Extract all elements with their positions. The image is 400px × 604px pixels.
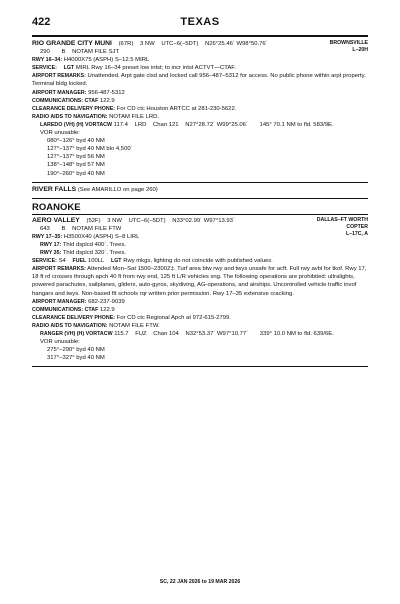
clearance-line: CLEARANCE DELIVERY PHONE: For CD ctc Regional Apch at 972-615-2799.	[32, 314, 231, 321]
airport-elev-line	[32, 48, 368, 56]
vor-unusable-item: 127°–137° byd 56 NM	[47, 154, 105, 161]
entry-divider	[32, 182, 368, 183]
airport-name: RIVER FALLS	[32, 185, 77, 193]
city-rule	[32, 214, 368, 215]
airport-entry-aero-valley	[32, 217, 368, 363]
airport-remarks: AIRPORT REMARKS: Unattended. Arpt gate clsd and locked call 956–487–5312 for access. No public phone within arpt property. Terminal bldg locked.	[32, 73, 366, 88]
airport-name: AERO VALLEY	[32, 216, 80, 224]
airport-coords: N33°02.99´ W97°13.93´	[172, 217, 235, 224]
airport-fuel: B	[61, 49, 66, 56]
radio-aids-line: RADIO AIDS TO NAVIGATION: NOTAM FILE LRD.	[32, 113, 160, 120]
city-heading: ROANOKE	[32, 201, 81, 213]
page-number: 422	[32, 16, 51, 28]
vor-unusable-label: VOR unusable:	[40, 339, 80, 346]
runway-line: RWY 16–34: H4000X75 (ASPH) S–12.5 MIRL	[32, 57, 150, 64]
service-line: SERVICE: LGT MIRL Rwy 16–34 preset low intst; to incr intst ACTVT—CTAF.	[32, 65, 236, 72]
service-line: SERVICE: S4 FUEL 100LL LGT Rwy mkgs, lighting do not coincide with published values.	[32, 258, 273, 265]
region-name: BROWNSVILLE	[329, 40, 368, 46]
copter-label: COPTER	[346, 223, 368, 230]
vor-line: RANGER (VH) (H) VORTACW 115.7 FUZ Chan 104 N32°53.37´ W97°10.77´ 339° 10.0 NM to fld. 639/6E.	[40, 331, 334, 337]
chart-id: L–17C, A	[345, 230, 368, 237]
runway-end-line: RWY 17: Thld dsplcd 400´. Trees.	[40, 241, 127, 248]
vor-unusable-item: 127°–137° byd 40 NM blo 4,500´	[47, 146, 133, 153]
airport-id: (67R)	[118, 41, 134, 47]
vor-unusable-item: 190°–260° byd 40 NM	[47, 170, 105, 177]
airport-utc: UTC–6(–5DT)	[161, 41, 199, 47]
airport-fuel: B	[61, 225, 66, 232]
communications-line: COMMUNICATIONS: CTAF 122.9	[32, 97, 115, 104]
chart-id: L–20H	[352, 47, 368, 53]
clearance-line: CLEARANCE DELIVERY PHONE: For CD ctc Houston ARTCC at 281-230-5622.	[32, 105, 237, 112]
airport-notam: NOTAM FILE FTW	[72, 225, 122, 232]
vor-unusable-item: 080°–126° byd 40 NM	[47, 138, 105, 145]
airport-manager-line: AIRPORT MANAGER: 956-487-5312	[32, 89, 125, 96]
page-footer: SC, 22 JAN 2026 to 19 MAR 2026	[159, 579, 241, 585]
region-name: DALLAS–FT WORTH	[316, 216, 368, 223]
airport-location: 3 NW	[107, 217, 122, 224]
airport-id: (52F)	[86, 217, 101, 224]
airport-utc: UTC–6(–5DT)	[128, 217, 166, 224]
vor-unusable-item: 275°–290° byd 40 NM	[47, 347, 105, 354]
airport-title-line	[32, 40, 368, 48]
airport-coords: N26°25.46´ W98°50.76´	[204, 41, 268, 47]
vor-unusable-label: VOR unusable:	[40, 130, 80, 137]
header-rule	[32, 35, 368, 37]
region-box	[330, 40, 368, 54]
cross-reference: (See AMARILLO on page 260)	[77, 186, 158, 193]
communications-line: COMMUNICATIONS: CTAF 122.9	[32, 306, 115, 313]
vor-line: LAREDO (VH) (H) VORTACW 117.4 LRD Chan 121 N27°28.72´ W99°25.06´ 145° 70.1 NM to fld. 583/9E.	[40, 121, 334, 128]
entry-divider	[32, 198, 368, 199]
airport-entry-rio-grande	[32, 40, 368, 178]
airport-elevation: 290	[40, 49, 50, 56]
airport-notam: NOTAM FILE SJT	[72, 49, 120, 56]
airport-entry-river-falls	[32, 186, 368, 194]
page-state-title: TEXAS	[180, 16, 220, 28]
airport-elevation: 643	[40, 225, 50, 232]
entry-divider	[32, 366, 368, 367]
runway-line: RWY 17–35: H3500X40 (ASPH) S–8 LIRL	[32, 233, 140, 240]
airport-name: RIO GRANDE CITY MUNI	[32, 40, 112, 47]
airport-remarks: AIRPORT REMARKS: Attended Mon–Sat 1500–2300Z‡. Turf area btw rwy and twys unsafe for acft. Full rwy avbl for tkof. Rwy 17, 18 ft rd crosses through apch 40 ft from rwy end, 125 ft L/R vehicles xng. The following operations are prohibited: ultralights, powered parachutes, sailplanes, gliders, auto-gyros, skydiving, AG-operations, and airships. Uncontrolled vehicle traffic invof hangars and twys. Non-based flt schools rqr written prior permission. Rwy 17–35 extensive cracking.	[32, 266, 367, 297]
region-box	[317, 217, 368, 238]
airport-location: 3 NW	[139, 41, 155, 47]
airport-manager-line: AIRPORT MANAGER: 682-237-9039	[32, 298, 125, 305]
vor-unusable-item: 317°–327° byd 40 NM	[47, 355, 105, 362]
radio-aids-line: RADIO AIDS TO NAVIGATION: NOTAM FILE FTW.	[32, 322, 160, 329]
vor-unusable-item: 138°–148° byd 57 NM	[47, 162, 105, 169]
runway-end-line: RWY 35: Thld dsplcd 320´. Trees.	[40, 250, 127, 257]
directory-content	[32, 40, 368, 370]
